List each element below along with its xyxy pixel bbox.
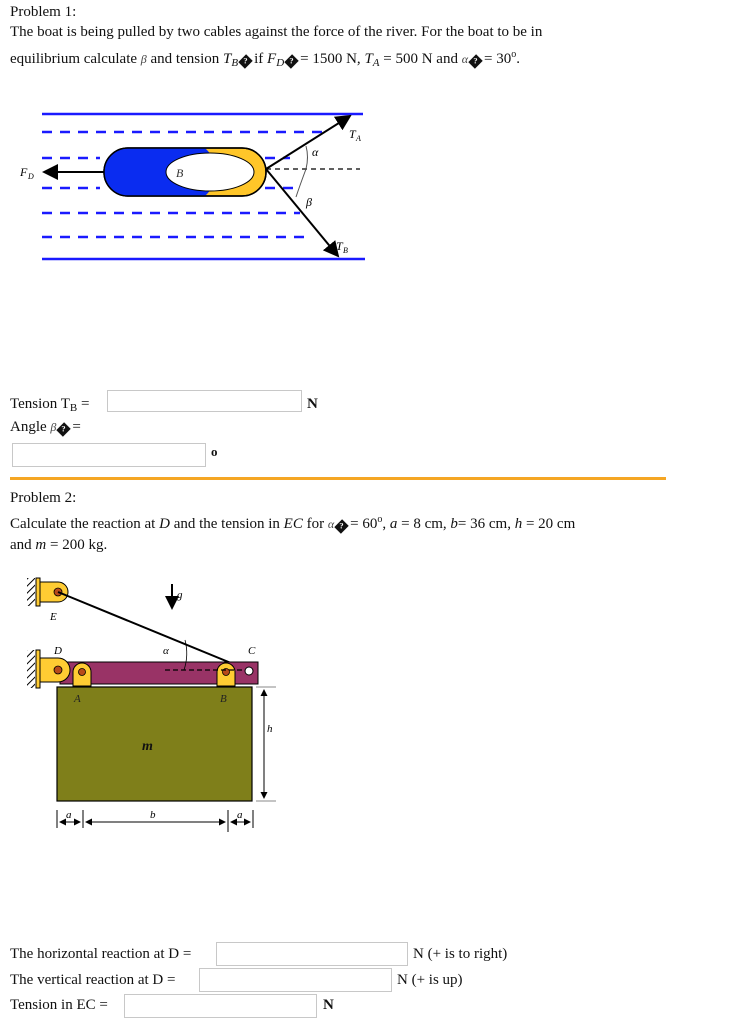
text-fragment: . [516,51,520,67]
text-fragment: and tension [150,51,220,67]
problem1-statement-line2 [10,49,520,69]
svg-text:a: a [237,809,243,821]
alpha-symbol: α [461,52,469,66]
horizontal-reaction-input[interactable] [216,942,408,966]
tension-tb-label: Tension $T_B$ = [10,396,90,414]
svg-text:T: T [349,127,356,141]
replacement-char-icon: ? [57,422,71,436]
svg-text:B: B [220,693,227,705]
boat-diagram [0,100,380,270]
tension-tb-input[interactable] [107,390,302,412]
vertical-reaction-label: The vertical reaction at D = [10,972,176,988]
vertical-reaction-input[interactable] [199,968,392,992]
text-fragment: equilibrium calculate [10,51,138,67]
fd-symbol: $F_D$ [267,51,285,69]
horizontal-reaction-unit: N (+ is to right) [413,946,508,962]
svg-text:m: m [142,739,153,754]
replacement-char-icon: ? [468,54,482,68]
angle-beta-label: Angle β ? = [10,419,81,435]
tension-unit: N [307,396,318,412]
ta-symbol: $T_A$ [364,51,380,69]
svg-text:A: A [74,693,81,705]
svg-text:F: F [20,165,28,179]
beam-diagram [0,570,300,850]
beta-symbol: β [140,52,147,66]
svg-text:E: E [50,611,57,623]
replacement-char-icon: ? [238,54,252,68]
angle-beta-input[interactable] [12,443,206,467]
svg-text:C: C [248,645,256,657]
svg-text:α: α [312,145,319,159]
ta-arrow [266,116,350,169]
svg-text:D: D [28,172,34,181]
tension-ec-label: Tension in EC = [10,997,108,1013]
problem2-title: Problem 2: [10,490,77,506]
tension-ec-input[interactable] [124,994,317,1018]
degree-symbol: o [511,49,517,60]
alpha-value: = 30 [484,51,512,67]
horizontal-reaction-label: The horizontal reaction at D = [10,946,192,962]
svg-text:b: b [150,809,156,821]
problem1-title: Problem 1: [10,4,77,20]
svg-text:h: h [267,723,273,735]
svg-text:g: g [177,589,183,601]
svg-text:A: A [356,134,361,143]
svg-text:B: B [176,166,184,180]
degree-unit: o [211,444,218,459]
replacement-char-icon: ? [334,519,348,533]
problem2-statement-line2: and m = 200 kg. [10,537,108,553]
svg-text:β: β [306,195,312,209]
vertical-reaction-unit: N (+ is up) [397,972,463,988]
svg-text:T: T [336,239,343,253]
section-divider [10,477,666,480]
svg-text:D: D [54,645,62,657]
problem1-statement-line1: The boat is being pulled by two cables against the force of the river. For the boat to be in [10,24,543,40]
svg-text:B: B [343,246,348,255]
svg-text:α: α [163,645,169,657]
tension-ec-unit: N [323,997,334,1013]
text-fragment: if [254,51,264,67]
tb-symbol: $T_B$ [223,51,239,69]
ta-value: = 500 N and [383,51,458,67]
problem2-statement-line1: Calculate the reaction at D and the tension in EC for α ? = $60^o$, a = 8 cm, b= 36 cm, h = 20 cm [10,514,576,532]
replacement-char-icon: ? [284,54,298,68]
fd-value: = 1500 N, [300,51,361,67]
boat [104,148,266,196]
svg-text:a: a [66,809,72,821]
